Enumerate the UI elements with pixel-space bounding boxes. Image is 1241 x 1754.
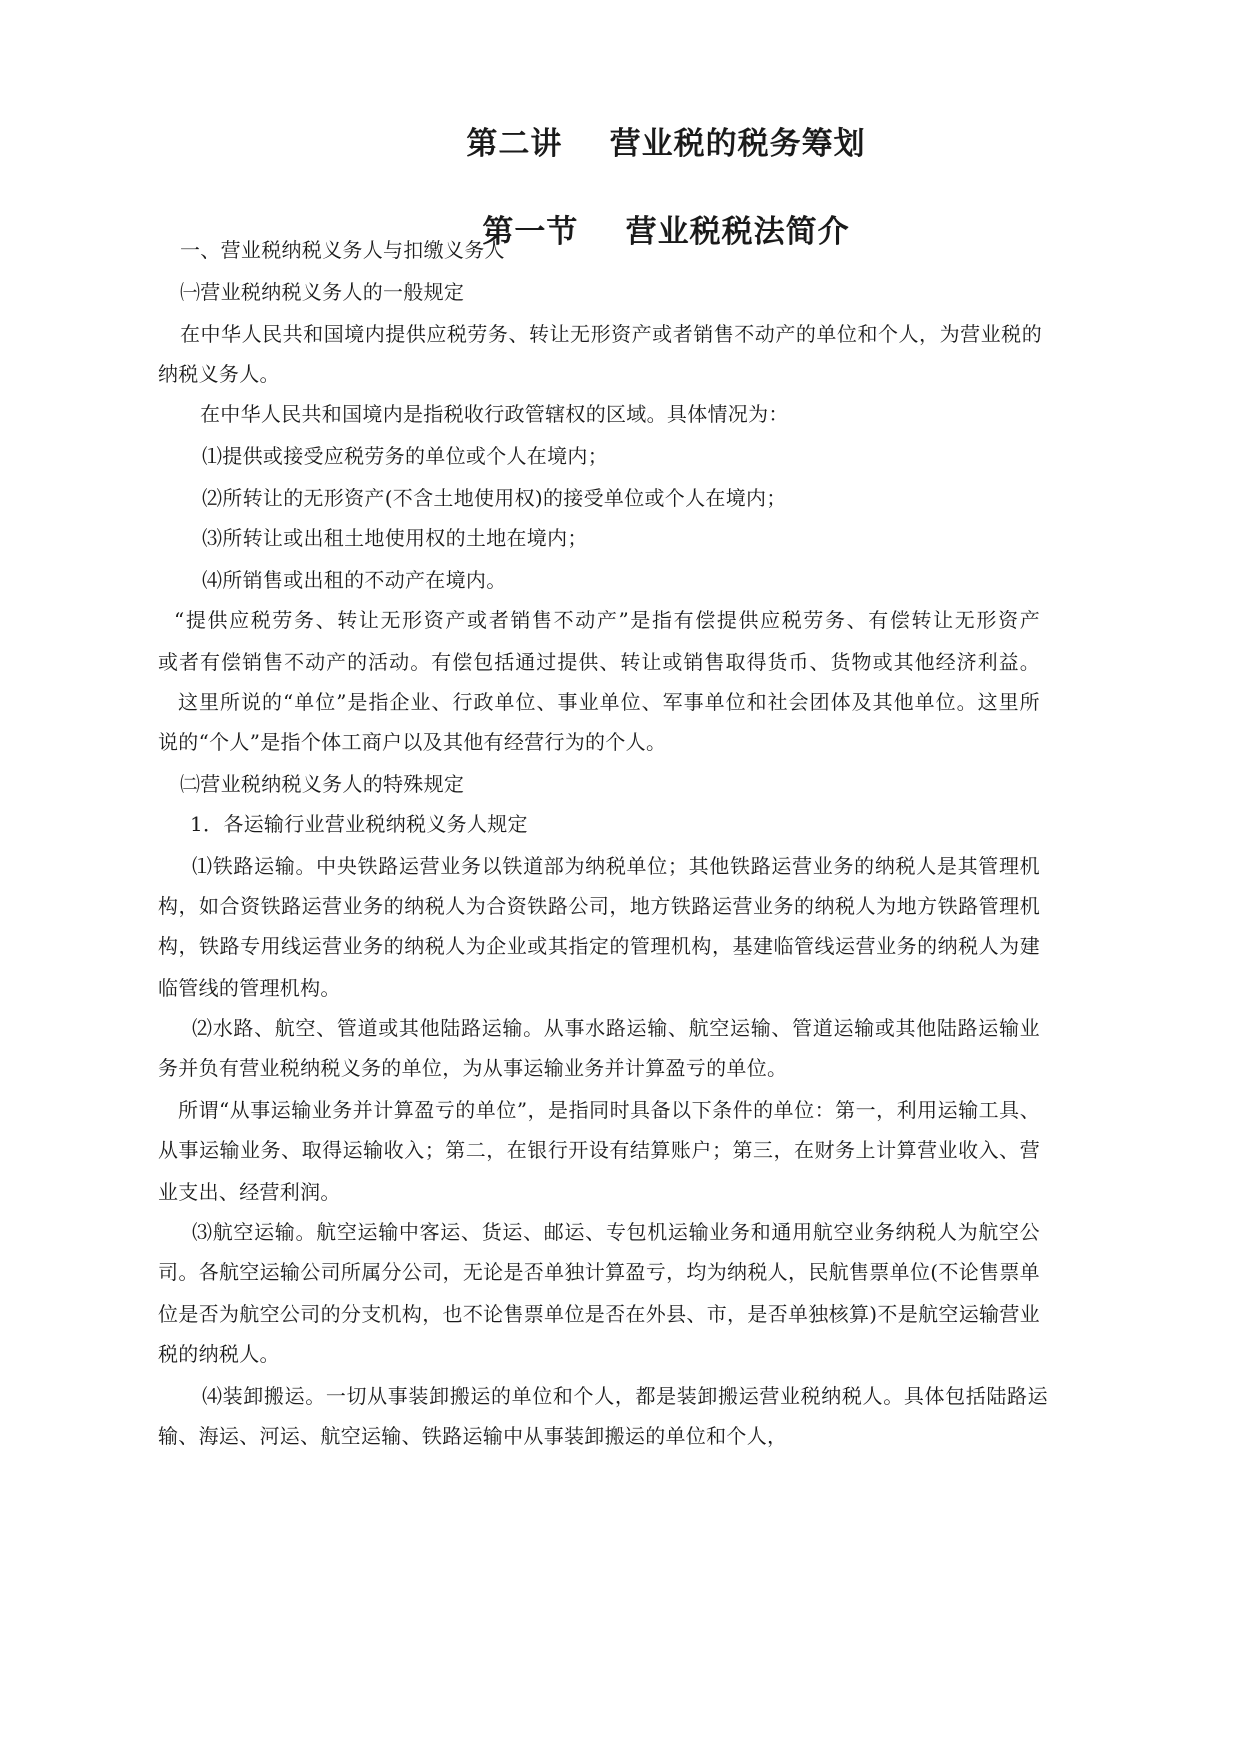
- paragraph-line: 位是否为航空公司的分支机构，也不论售票单位是否在外县、市，是否单独核算)不是航空运输营业: [158, 1302, 1040, 1326]
- subheading-2: ㈡营业税纳税义务人的特殊规定: [180, 772, 465, 796]
- paragraph-line: 或者有偿销售不动产的活动。有偿包括通过提供、转让或销售取得货币、货物或其他经济利益。: [158, 650, 1040, 674]
- paragraph-line: 所谓“从事运输业务并计算盈亏的单位”，是指同时具备以下条件的单位：第一，利用运输工具、: [178, 1098, 1040, 1122]
- paragraph-line: “提供应税劳务、转让无形资产或者销售不动产”是指有偿提供应税劳务、有偿转让无形资产: [174, 608, 1040, 632]
- paragraph-line: 说的“个人”是指个体工商户以及其他有经营行为的个人。: [158, 730, 667, 754]
- paragraph-line: 构，铁路专用线运营业务的纳税人为企业或其指定的管理机构，基建临管线运营业务的纳税人为建: [158, 934, 1040, 958]
- lecture-title: 第二讲 营业税的税务筹划: [466, 126, 866, 162]
- paragraph-line: 务并负有营业税纳税义务的单位，为从事运输业务并计算盈亏的单位。: [158, 1056, 788, 1080]
- list-item: ⑴提供或接受应税劳务的单位或个人在境内；: [202, 444, 608, 468]
- paragraph-line: 业支出、经营利润。: [158, 1180, 341, 1204]
- paragraph-line: ⑷装卸搬运。一切从事装卸搬运的单位和个人，都是装卸搬运营业税纳税人。具体包括陆路运: [202, 1384, 1048, 1408]
- heading-1: 一、营业税纳税义务人与扣缴义务人: [180, 238, 505, 262]
- paragraph-line: 司。各航空运输公司所属分公司，无论是否单独计算盈亏，均为纳税人，民航售票单位(不论售票单: [158, 1260, 1040, 1284]
- paragraph-line: ⑶航空运输。航空运输中客运、货运、邮运、专包机运输业务和通用航空业务纳税人为航空公: [192, 1220, 1040, 1244]
- section-title: 第一节 营业税税法简介: [482, 214, 850, 250]
- subheading-3: 1．各运输行业营业税纳税义务人规定: [190, 812, 528, 836]
- paragraph-line: ⑴铁路运输。中央铁路运营业务以铁道部为纳税单位；其他铁路运营业务的纳税人是其管理机: [192, 854, 1040, 878]
- paragraph-line: 在中华人民共和国境内是指税收行政管辖权的区域。具体情况为：: [200, 402, 789, 426]
- paragraph-line: 在中华人民共和国境内提供应税劳务、转让无形资产或者销售不动产的单位和个人，为营业税的: [180, 322, 1042, 346]
- paragraph-line: 输、海运、河运、航空运输、铁路运输中从事装卸搬运的单位和个人，: [158, 1424, 788, 1448]
- paragraph-line: 构，如合资铁路运营业务的纳税人为合资铁路公司，地方铁路运营业务的纳税人为地方铁路管理机: [158, 894, 1040, 918]
- paragraph-line: 税的纳税人。: [158, 1342, 280, 1366]
- list-item: ⑶所转让或出租土地使用权的土地在境内；: [202, 526, 588, 550]
- paragraph-line: ⑵水路、航空、管道或其他陆路运输。从事水路运输、航空运输、管道运输或其他陆路运输业: [192, 1016, 1040, 1040]
- paragraph-line: 临管线的管理机构。: [158, 976, 341, 1000]
- paragraph-line: 纳税义务人。: [158, 362, 280, 386]
- list-item: ⑷所销售或出租的不动产在境内。: [202, 568, 507, 592]
- subheading-1: ㈠营业税纳税义务人的一般规定: [180, 280, 465, 304]
- list-item: ⑵所转让的无形资产(不含土地使用权)的接受单位或个人在境内；: [202, 486, 787, 510]
- paragraph-line: 这里所说的“单位”是指企业、行政单位、事业单位、军事单位和社会团体及其他单位。这里所: [178, 690, 1040, 714]
- paragraph-line: 从事运输业务、取得运输收入；第二，在银行开设有结算账户；第三，在财务上计算营业收入、营: [158, 1138, 1040, 1162]
